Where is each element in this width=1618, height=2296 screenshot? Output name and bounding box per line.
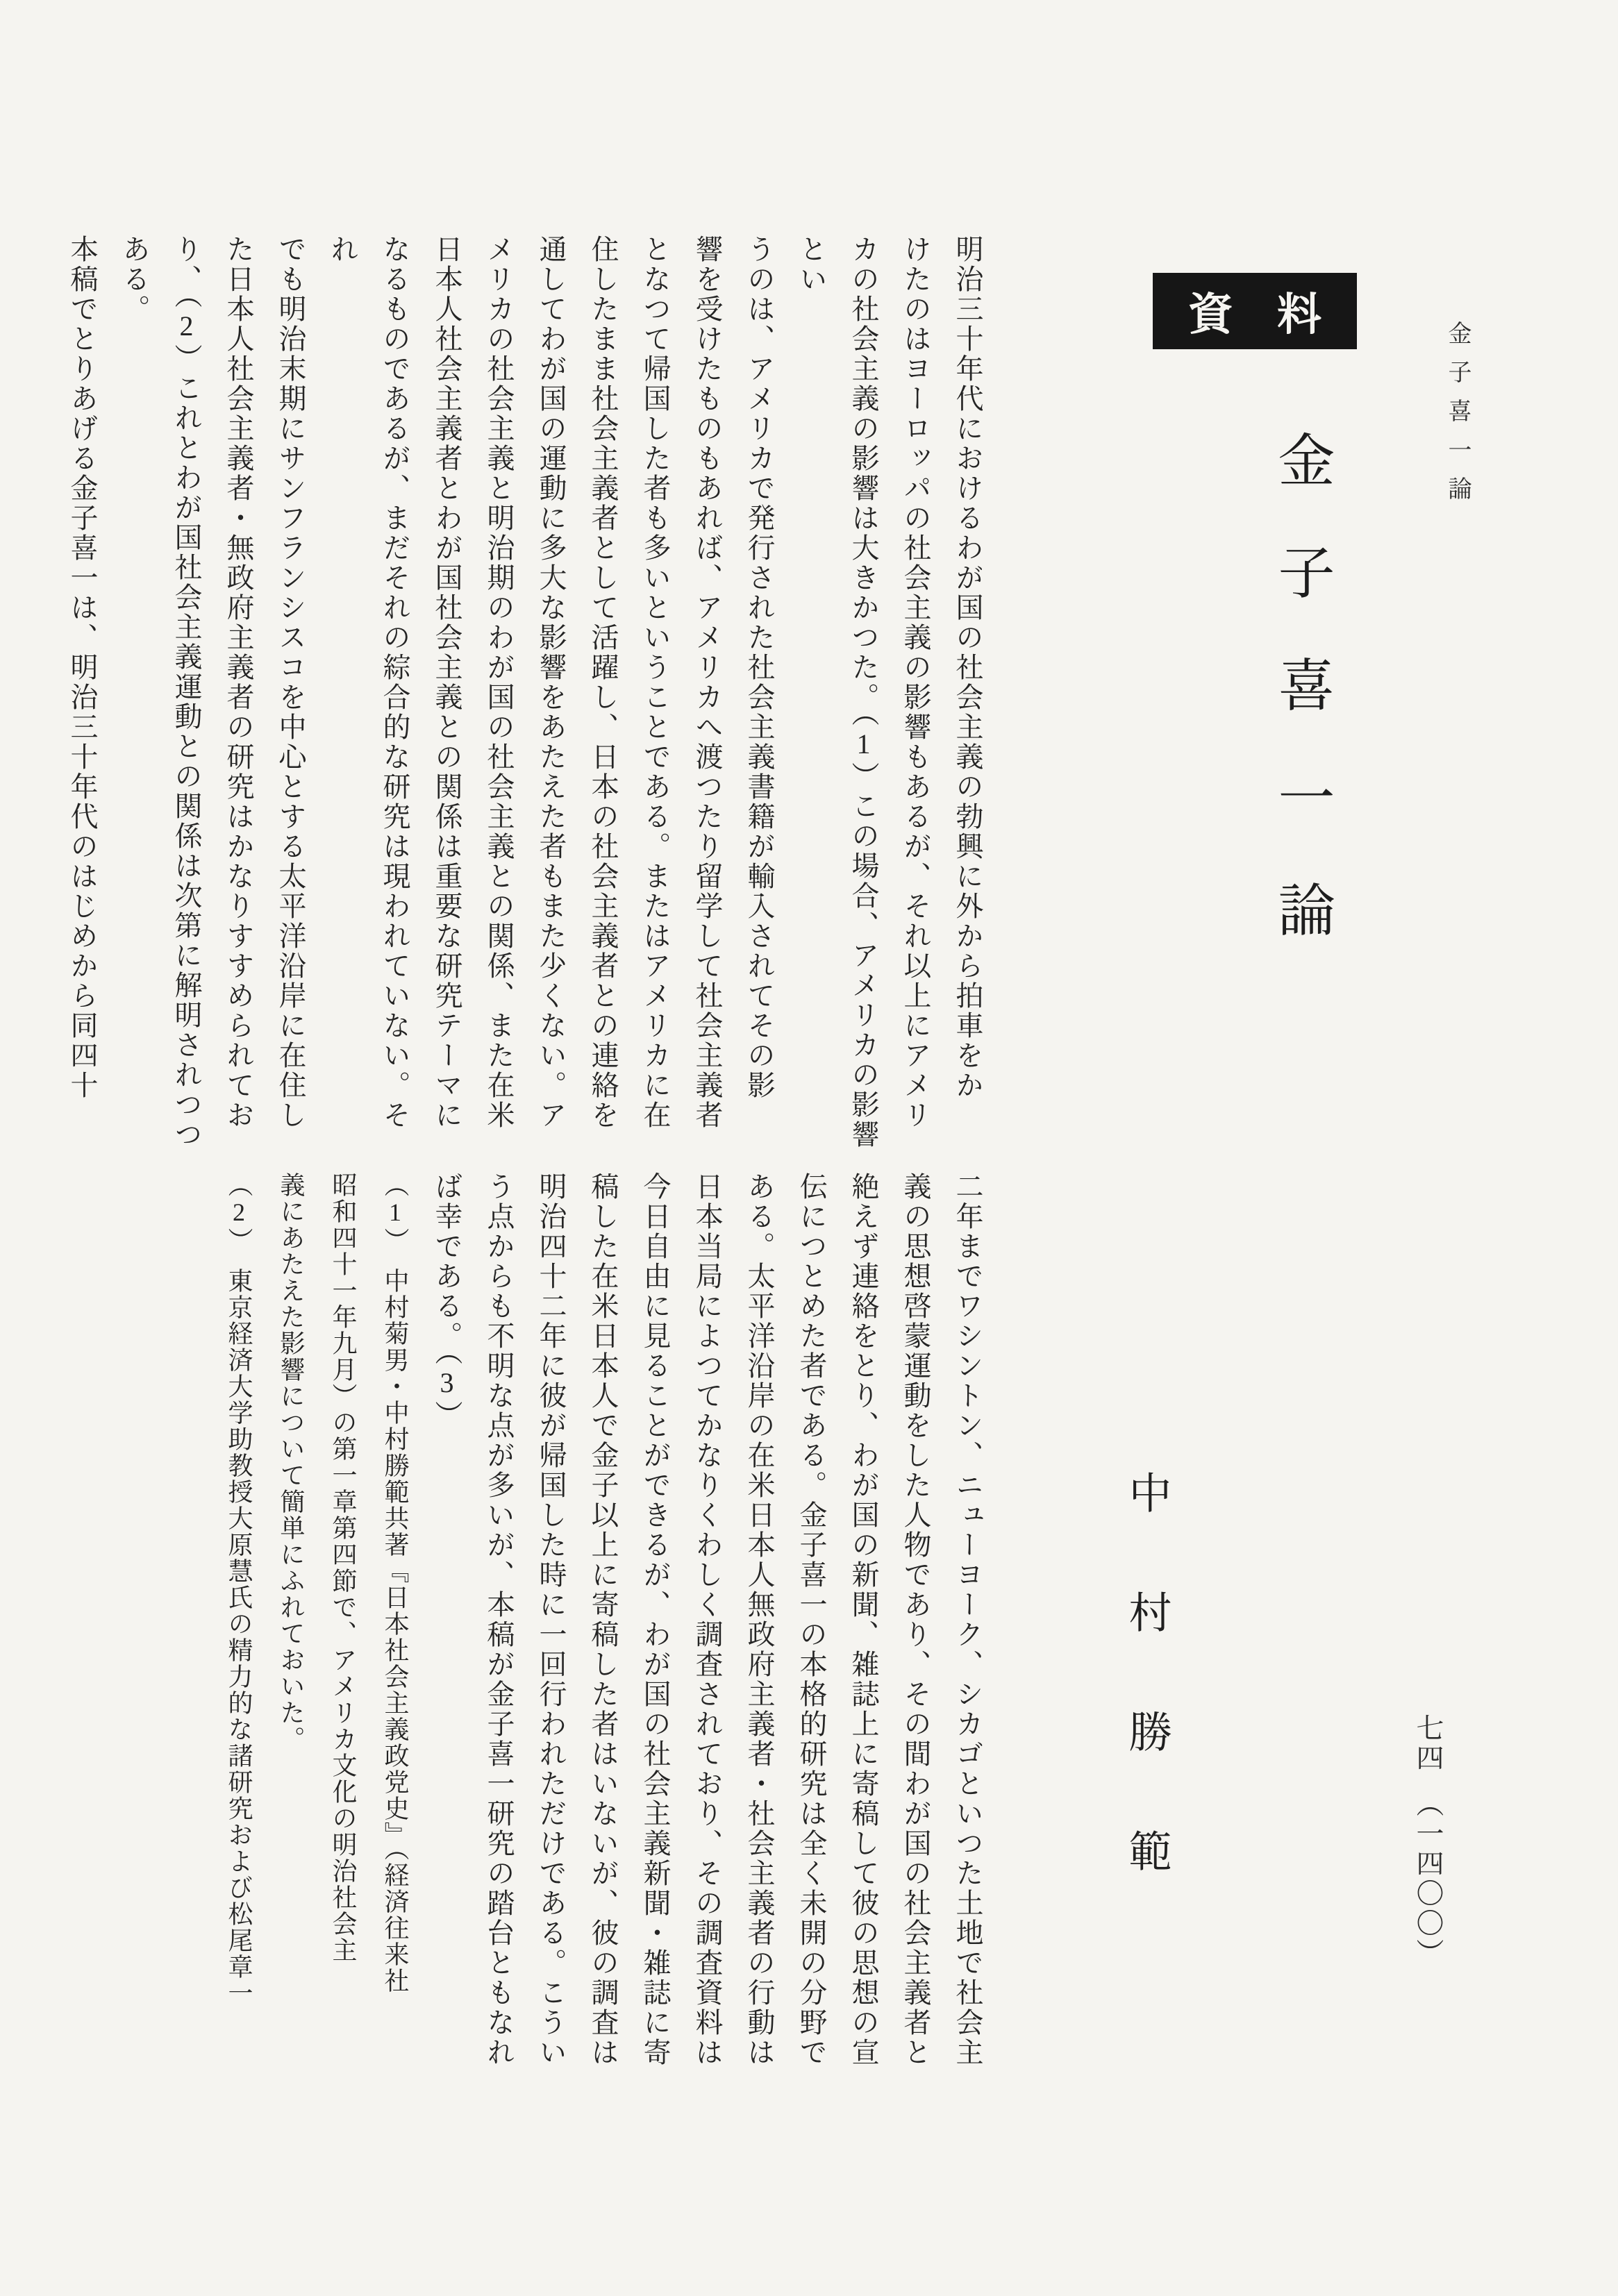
- body-column: メリカの社会主義と明治期のわが国の社会主義との関係、また在米: [483, 235, 515, 1130]
- body-column: カの社会主義の影響は大きかつた。（1）この場合、アメリカの影響とい: [796, 235, 879, 1150]
- body-column: なるものであるが、まだそれの綜合的な研究は現われていない。それ: [327, 235, 410, 1130]
- body-column: ある。太平洋沿岸の在米日本人無政府主義者・社会主義者の行動は: [744, 1172, 775, 2068]
- body-column: 義の思想啓蒙運動をした人物であり、その間わが国の社会主義者と: [900, 1172, 931, 2068]
- body-column: 本稿でとりあげる金子喜一は、明治三十年代のはじめから同四十: [67, 235, 98, 1100]
- body-column: た日本人社会主義者・無政府主義者の研究はかなりすすめられてお: [223, 235, 254, 1130]
- page-number: 七四 （一四〇〇）: [1412, 1713, 1444, 1968]
- body-column: り、（2）これとわが国社会主義運動との関係は次第に解明されつつある。: [119, 235, 202, 1150]
- running-head: 金子喜一論: [1444, 321, 1470, 515]
- body-column: 住したまま社会主義者として活躍し、日本の社会主義者との連絡を: [587, 235, 619, 1130]
- body-column: けたのはヨーロッパの社会主義の影響もあるが、それ以上にアメリ: [900, 235, 931, 1130]
- body-column: となつて帰国した者も多いということである。またはアメリカに在: [640, 235, 671, 1130]
- footnote-column: 義にあたえた影響について簡単にふれておいた。: [277, 1172, 305, 1752]
- body-column: うのは、アメリカで発行された社会主義書籍が輸入されてその影: [744, 235, 775, 1100]
- body-column: でも明治末期にサンフランシスコを中心とする太平洋沿岸に在住し: [275, 235, 306, 1130]
- body-column: 通してわが国の運動に多大な影響をあたえた者もまた少くない。ア: [535, 235, 567, 1130]
- body-upper-block: [67, 235, 994, 1151]
- body-lower-block: [211, 1172, 994, 2137]
- category-label: 資 料: [1188, 290, 1321, 340]
- body-column: 稿した在米日本人で金子以上に寄稿した者はいないが、彼の調査は: [587, 1172, 619, 2068]
- body-column: 明治四十二年に彼が帰国した時に一回行われただけである。こうい: [535, 1172, 567, 2068]
- article-title: 金子喜一論: [1270, 430, 1333, 993]
- body-column: 明治三十年代におけるわが国の社会主義の勃興に外から拍車をか: [952, 235, 983, 1100]
- body-column: う点からも不明な点が多いが、本稿が金子喜一研究の踏台ともなれ: [483, 1172, 515, 2068]
- category-label-box: [1153, 273, 1357, 349]
- footnote-column: （2） 東京経済大学助教授大原慧氏の精力的な諸研究および松尾章一: [225, 1172, 253, 2006]
- author-name: 中村勝範: [1122, 1470, 1169, 1948]
- body-column: 伝につとめた者である。金子喜一の本格的研究は全く未開の分野で: [796, 1172, 827, 2068]
- body-column: 今日自由に見ることができるが、わが国の社会主義新聞・雑誌に寄: [640, 1172, 671, 2068]
- body-column: 絶えず連絡をとり、わが国の新聞、雑誌上に寄稿して彼の思想の宣: [848, 1172, 879, 2068]
- footnote-column: （1） 中村菊男・中村勝範共著『日本社会主義政党史』（経済往来社: [381, 1172, 409, 1994]
- body-column: 日本人社会主義者とわが国社会主義との関係は重要な研究テーマに: [431, 235, 462, 1130]
- body-column: 二年までワシントン、ニューヨーク、シカゴといつた土地で社会主: [952, 1172, 983, 2068]
- body-column: 日本当局によつてかなりくわしく調査されており、その調査資料は: [692, 1172, 723, 2068]
- body-column: ば幸である。（3）: [431, 1172, 462, 1430]
- footnote-column: 昭和四十一年九月）の第一章第四節で、アメリカ文化の明治社会主: [329, 1172, 357, 1963]
- body-column: 響を受けたものもあれば、アメリカへ渡つたり留学して社会主義者: [692, 235, 723, 1130]
